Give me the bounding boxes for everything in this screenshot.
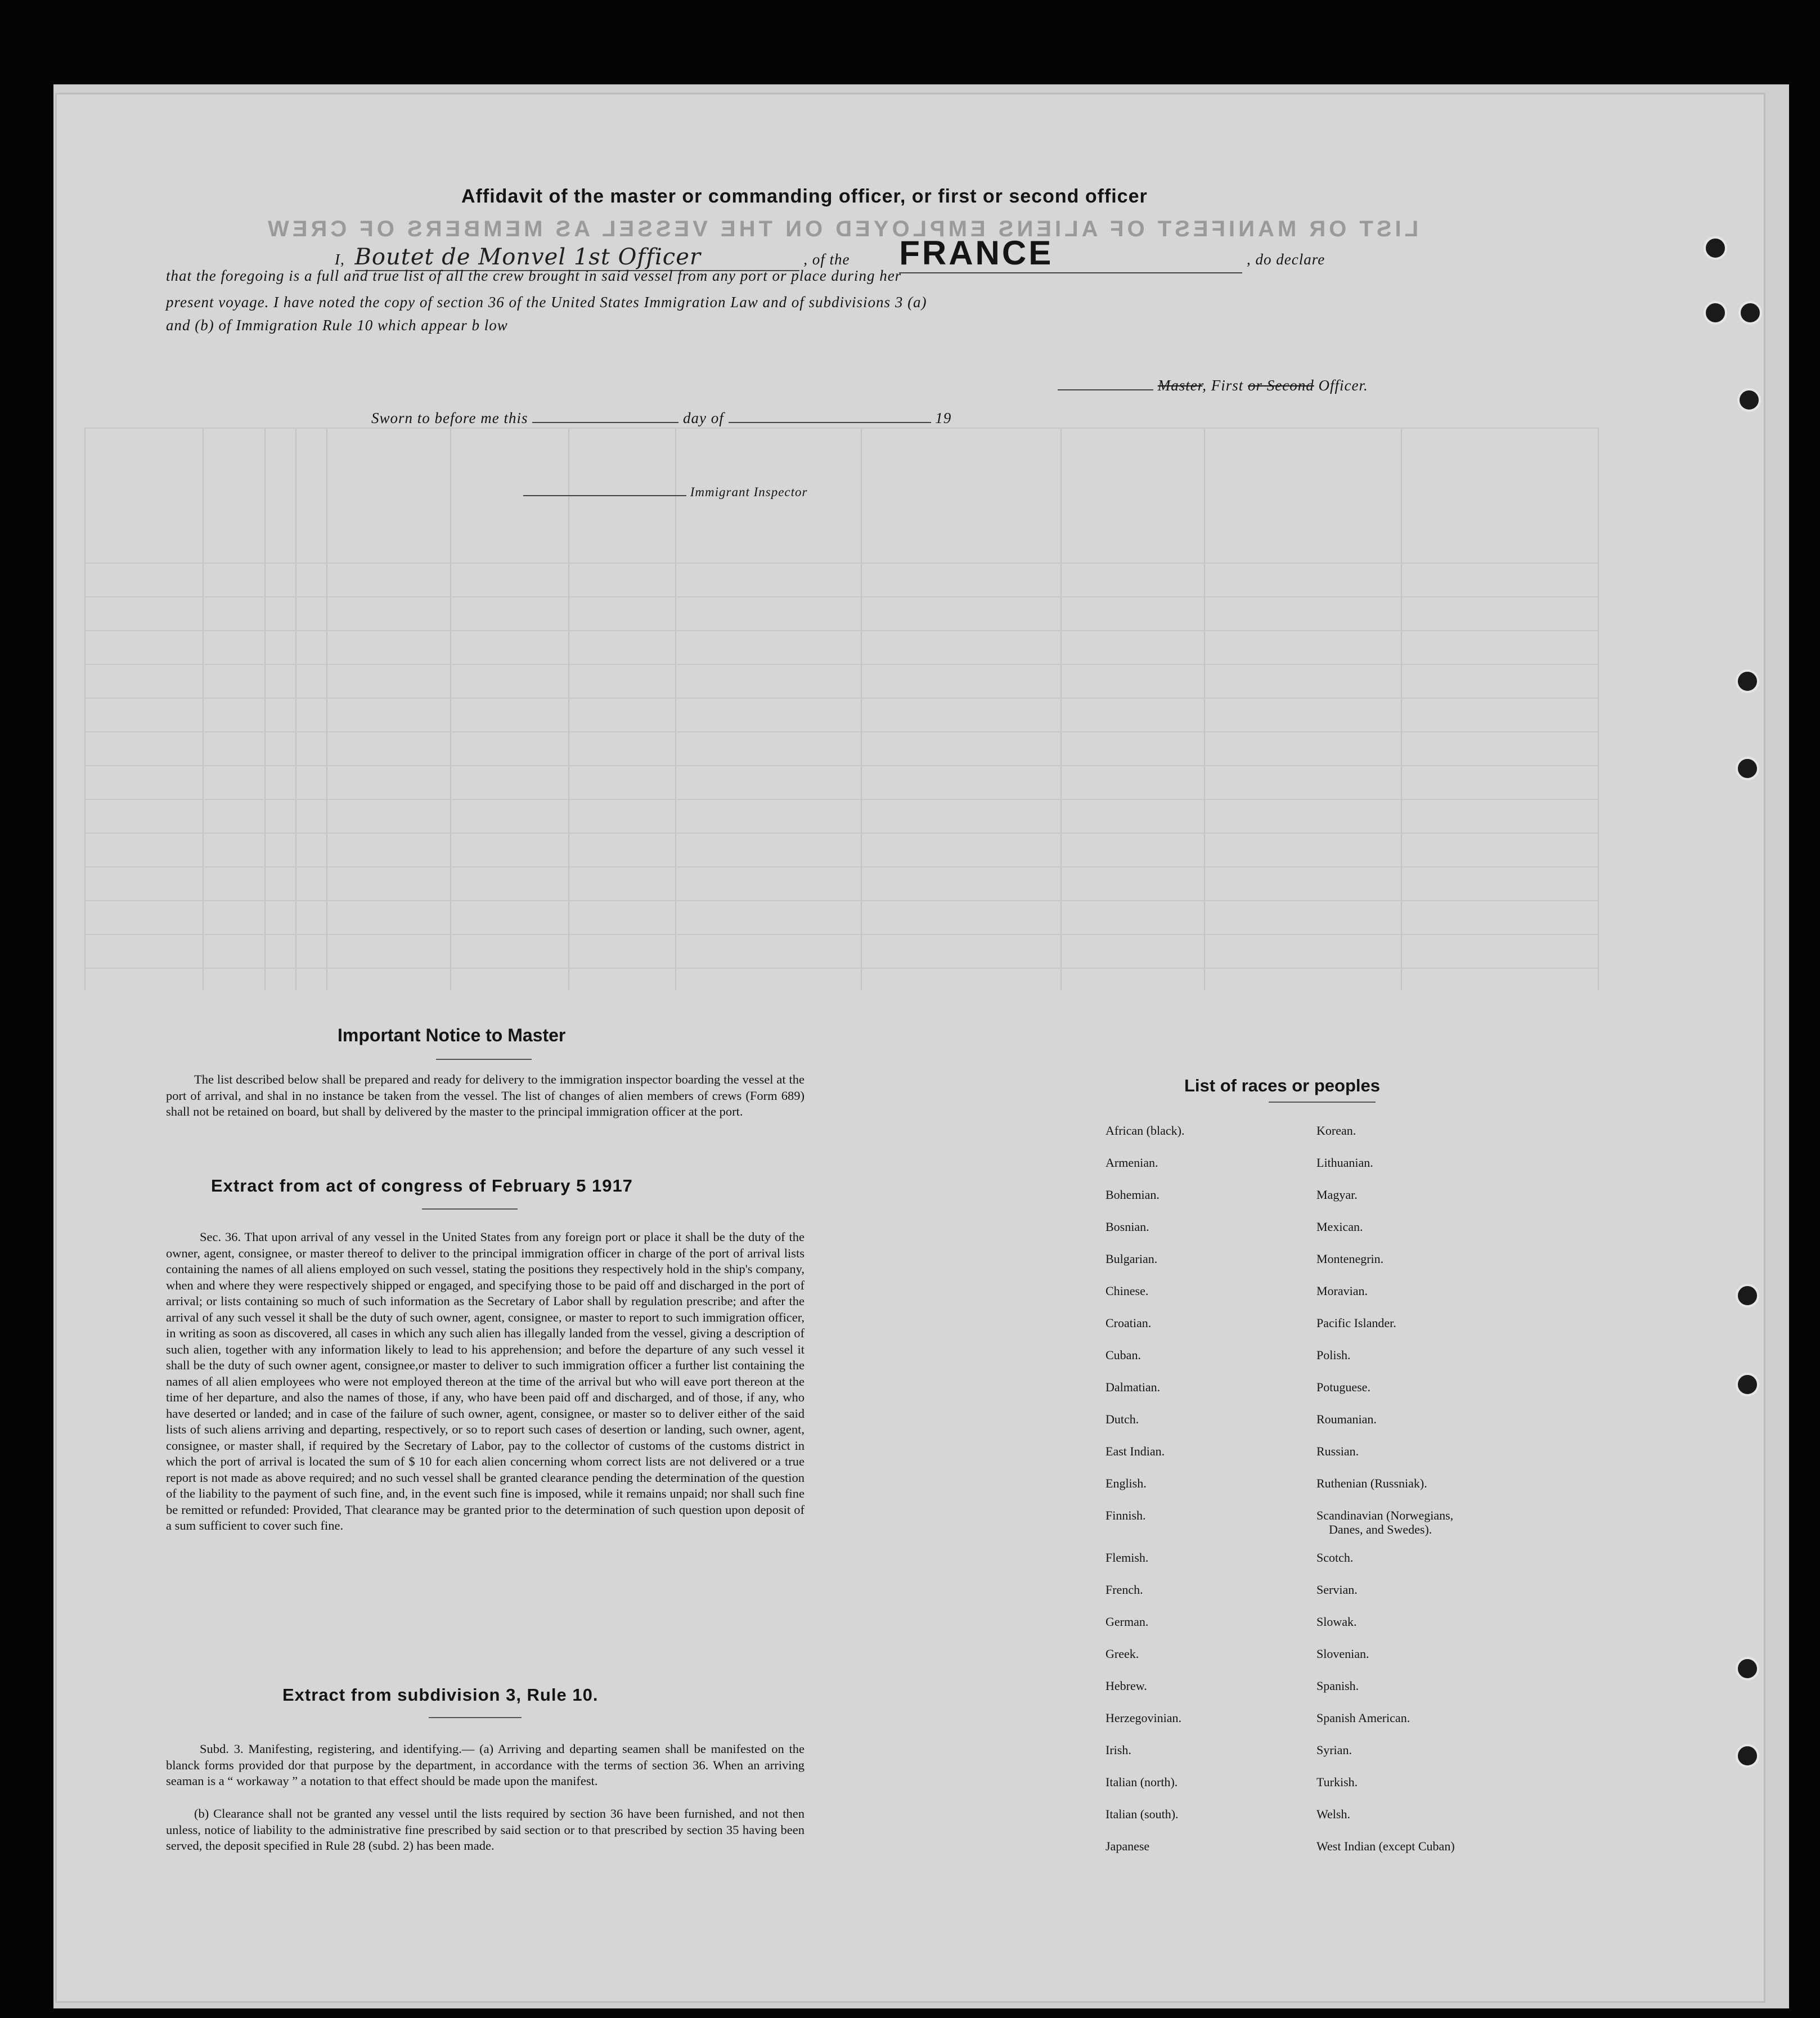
race-item: Croatian. [1106,1316,1152,1330]
punch-hole [1736,1373,1759,1396]
race-item: Hebrew. [1106,1679,1147,1693]
declarant-mid: , of the [803,251,850,268]
race-item: German. [1106,1615,1149,1629]
race-item: Greek. [1106,1647,1139,1661]
notice-title-rule [436,1059,532,1060]
race-item: Scotch. [1316,1550,1354,1565]
declarant-prefix: I, [335,251,345,268]
race-item: African (black). [1106,1123,1185,1138]
race-item: Slowak. [1316,1615,1357,1629]
punch-hole [1738,301,1762,325]
race-item: Dutch. [1106,1412,1139,1426]
punch-hole [1736,1657,1759,1680]
race-item: Italian (south). [1106,1807,1179,1821]
race-item: Armenian. [1106,1156,1158,1170]
punch-hole [1736,757,1759,780]
rule-extract-title: Extract from subdivision 3, Rule 10. [282,1685,599,1705]
races-title-rule [1269,1102,1376,1103]
race-item: French. [1106,1583,1143,1597]
punch-hole [1736,1284,1759,1307]
punch-hole [1737,388,1761,412]
race-item: Flemish. [1106,1550,1149,1565]
race-item: Servian. [1316,1583,1358,1597]
notice-title: Important Notice to Master [338,1025,566,1045]
race-item: Moravian. [1316,1284,1368,1298]
race-item: Bosnian. [1106,1220,1149,1234]
sworn-year: 19 [935,410,952,426]
punch-hole [1704,301,1727,325]
race-item: Bohemian. [1106,1188,1160,1202]
race-item: Dalmatian. [1106,1380,1161,1394]
race-item: Irish. [1106,1743,1131,1757]
race-item: Pacific Islander. [1316,1316,1396,1330]
race-item: Welsh. [1316,1807,1350,1821]
race-item: Russian. [1316,1444,1359,1458]
race-item: Cuban. [1106,1348,1141,1362]
declarant-suffix: , do declare [1247,251,1325,268]
notice-body: The list described below shall be prepared and ready for delivery to the immigration inspector boarding the vessel at the port of arrival, and shal in no instance be taken from the vessel. The list of changes of alien members of crews (Form 689) shall not be retained on board, but shall by delivered by the master to the principal immigration officer at the port. [166,1072,805,1118]
act-extract-rule [422,1208,518,1210]
race-item: English. [1106,1476,1147,1490]
race-item: Korean. [1316,1123,1356,1138]
race-item: East Indian. [1106,1444,1165,1458]
race-item: Syrian. [1316,1743,1352,1757]
officer-signature: Boutet de Monvel 1st Officer [355,244,799,271]
vessel-name: FRANCE [899,233,1242,273]
inspector-label: Immigrant Inspector [690,485,808,499]
act-extract-title: Extract from act of congress of February 5 1917 [211,1176,633,1195]
affidavit-line-3: present voyage. I have noted the copy of section 36 of the United States Immigration Law and of subdivisions 3 (a) [166,294,927,311]
race-item-continued: Danes, and Swedes). [1329,1522,1432,1536]
race-item: Spanish. [1316,1679,1359,1693]
race-item: Herzegovinian. [1106,1711,1181,1725]
race-item: Lithuanian. [1316,1156,1373,1170]
races-title: List of races or peoples [1184,1076,1380,1095]
race-item: Japanese [1106,1839,1150,1853]
race-item: Roumanian. [1316,1412,1377,1426]
race-item: Scandinavian (Norwegians, [1316,1508,1454,1522]
rule-para-b: (b) Clearance shall not be granted any vessel until the lists required by section 36 have been furnished, and not then unless, notice of liability to the administrative fine prescribed by said section or to that prescribed by section 35 having been served, the deposit specified in Rule 28 (subd. 2) has been made. [166,1806,805,1853]
officer-first: , First [1202,377,1244,394]
race-item: Montenegrin. [1316,1252,1384,1266]
affidavit-title: Affidavit of the master or commanding officer, or first or second officer [461,186,1148,207]
punch-hole [1704,236,1727,260]
bleed-through-header: LIST OR MANIFEST OF ALIENS EMPLOYED ON THE VESSEL AS MEMBERS OF CREW [264,217,1419,241]
affidavit-line-4: and (b) of Immigration Rule 10 which appear b low [166,317,508,334]
act-extract-body: Sec. 36. That upon arrival of any vessel in the United States from any foreign port or place it shall be the duty of the owner, agent, consignee, or master thereof to deliver to the principal immigration officer in charge of the port of arrival lists containing the names of all aliens employed on such vessel, stating the positions they respectively hold in the ship's company, when and where they were respectively shipped or engaged, and specifying those to be paid off and discharged in the port of arrival; or lists containing so much of such information as the Secretary of Labor shall by regulation prescribe; and after the arrival of any such vessel it shall be the duty of such owner, agent, consignee, or master to report to such immigration officer, in writing as soon as discovered, all cases in which any such alien has illegally landed from the vessel, giving a description of such alien, together with any information likely to lead to his apprehension; and before the departure of any such vessel it shall be the duty of such owner agent, consignee,or master to deliver to such immigration officer a further list containing the names of all alien employees who were not employed thereon at the time of the arrival but who will eave port thereon at the time of her departure, and also the names of those, if any, who have been paid off and discharged, and of those, if any, who have deserted or landed; and in case of the failure of such owner, agent, consignee, or master so to deliver either of the said lists of such aliens arriving and departing, respectively, or so to report such cases of desertion or landing, such owner, agent, consignee, or master shall, if required by the Secretary of Labor, pay to the collector of customs of the customs district in which the port of arrival is located the sum of $ 10 for each alien concerning whom correct lists are not delivered or a true report is not made as above required; and no such vessel shall be granted clearance pending the determination of the question of the liability to the payment of such fine, and, in the event such fine is imposed, while it remains unpaid; nor shall such fine be remitted or refunded: Provided, That clearance may be granted prior to the determination of such question upon deposit of a sum sufficient to cover such fine. [166,1230,805,1532]
inspector-line [523,485,807,500]
rule-extract-rule [429,1717,522,1718]
sworn-day: day of [683,410,724,426]
sworn-line [371,410,951,427]
race-item: Chinese. [1106,1284,1149,1298]
officer-end: Officer. [1318,377,1368,394]
sworn-prefix: Sworn to before me this [371,410,528,426]
race-item: Mexican. [1316,1220,1363,1234]
race-item: Magyar. [1316,1188,1358,1202]
race-item: Bulgarian. [1106,1252,1158,1266]
officer-second-struck: or Second [1248,377,1314,394]
race-item: Polish. [1316,1348,1351,1362]
race-item: Spanish American. [1316,1711,1410,1725]
punch-hole [1736,669,1759,693]
punch-hole [1736,1744,1759,1768]
document-page [55,93,1765,2003]
rule-para-a: Subd. 3. Manifesting, registering, and identifying.— (a) Arriving and departing seamen shall be manifested on the blanck forms provided dor that purpose by the department, in accordance with the terms of section 36. When an arriving seaman is a “ workaway ” a notation to that effect should be made upon the manifest. [166,1742,805,1788]
race-item: Potuguese. [1316,1380,1370,1394]
race-item: Ruthenian (Russniak). [1316,1476,1427,1490]
race-item: Slovenian. [1316,1647,1369,1661]
officer-master-struck: Master [1157,377,1203,394]
race-item: Finnish. [1106,1508,1146,1522]
race-item: West Indian (except Cuban) [1316,1839,1455,1853]
race-item: Italian (north). [1106,1775,1178,1789]
race-item: Turkish. [1316,1775,1358,1789]
affidavit-line-2: that the foregoing is a full and true list of all the crew brought in said vessel from any port or place during her [166,267,902,284]
officer-title-line [1058,377,1368,394]
